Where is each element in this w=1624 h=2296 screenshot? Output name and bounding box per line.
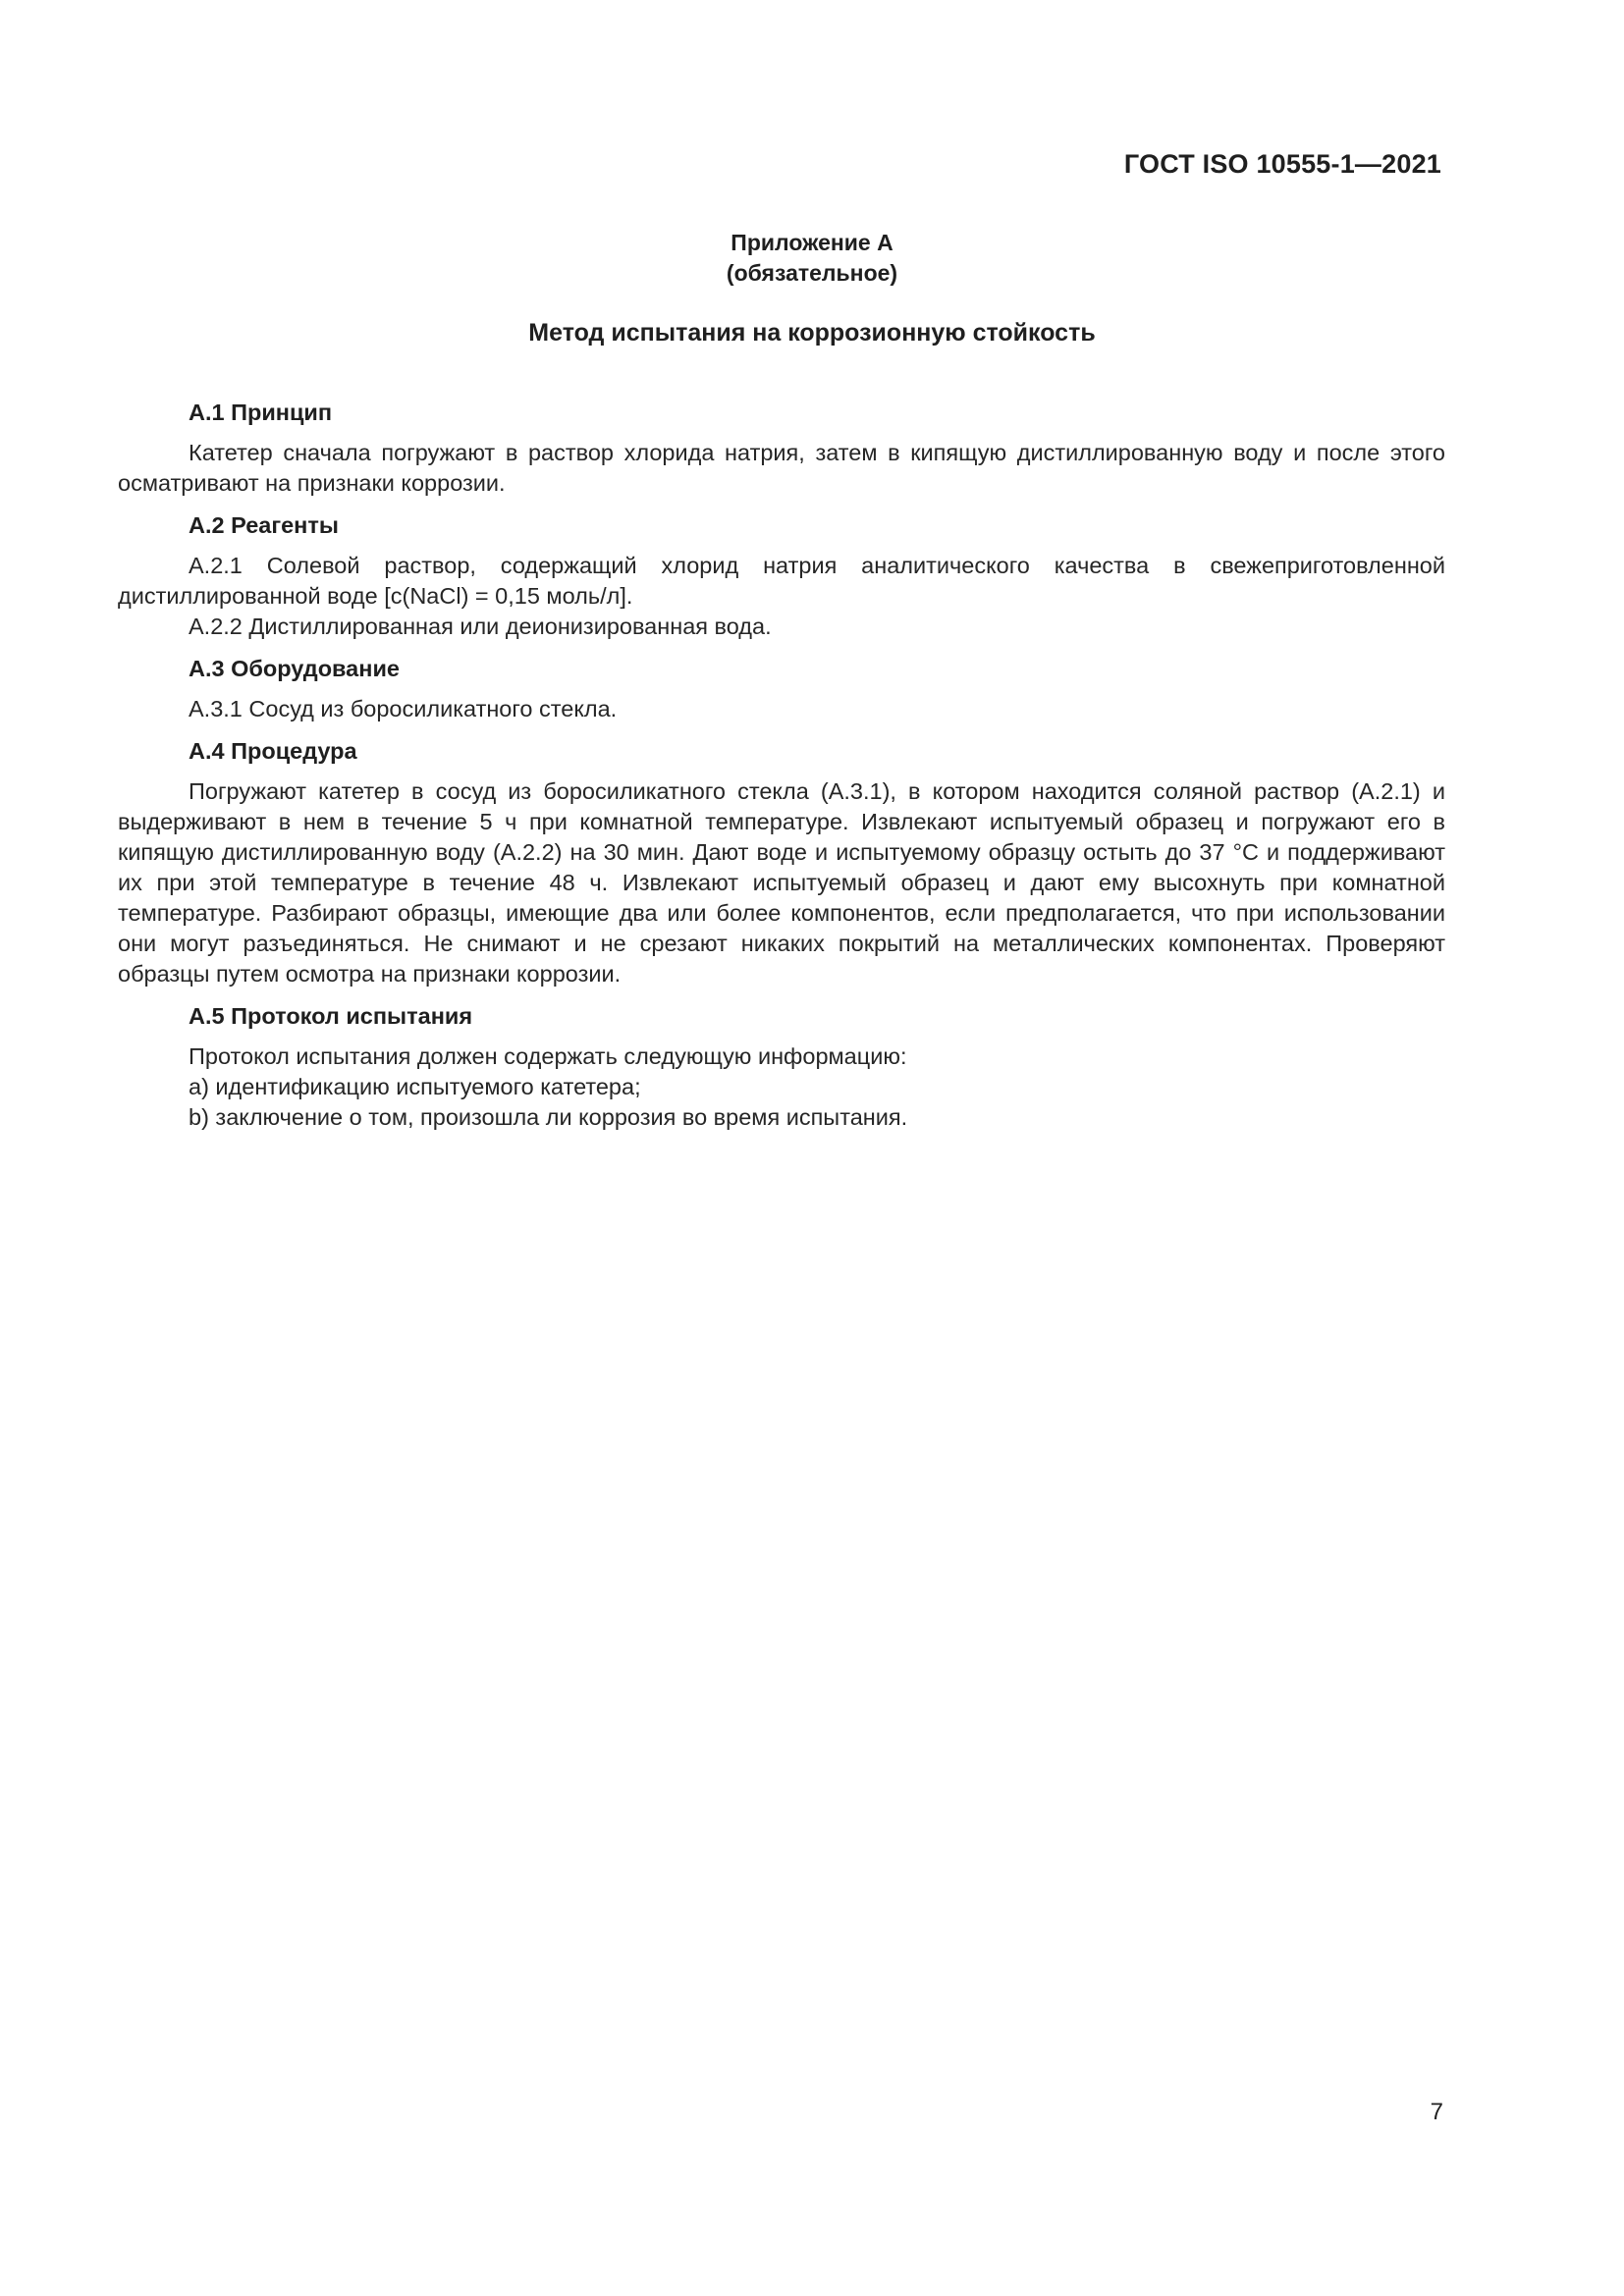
section-a3-item1: А.3.1 Сосуд из боросиликатного стекла.: [189, 696, 618, 721]
document-title: Метод испытания на коррозионную стойкость: [528, 319, 1096, 347]
section-a3-heading: А.3 Оборудование: [189, 656, 400, 681]
section-a2-item2: А.2.2 Дистиллированная или деионизированная вода.: [189, 614, 772, 639]
standard-header: ГОСТ ISO 10555-1—2021: [1123, 149, 1441, 179]
document-body: [118, 398, 1445, 1133]
section-a5-intro: Протокол испытания должен содержать следующую информацию:: [189, 1043, 907, 1069]
annex-status: (обязательное): [726, 260, 898, 286]
annex-title: Приложение А: [731, 230, 893, 255]
annex-heading: [0, 228, 1624, 289]
section-a4-heading: А.4 Процедура: [189, 738, 357, 764]
section-a1-heading: А.1 Принцип: [189, 400, 333, 425]
section-a2-heading: А.2 Реагенты: [189, 512, 339, 538]
section-a5-item-a: a) идентификацию испытуемого катетера;: [189, 1074, 641, 1099]
section-a4-text: Погружают катетер в сосуд из боросиликатного стекла (А.3.1), в котором находится соляной раствор (А.2.1) и выдерживают в нем в течение 5 ч при комнатной температуре. Извлекают испытуемый образец и погружают его в кипящую дистиллированную воду (А.2.2) на 30 мин. Дают воде и испытуемому образцу остыть до 37 °С и поддерживают их при этой температуре в течение 48 ч. Извлекают испытуемый образец и дают ему высохнуть при комнатной температуре. Разбирают образцы, имеющие два или более компонентов, если предполагается, что при использовании они могут разъединяться. Не снимают и не срезают никаких покрытий на металлических компонентах. Проверяют образцы путем осмотра на признаки коррозии.: [118, 778, 1445, 987]
section-a5-heading: А.5 Протокол испытания: [189, 1003, 473, 1029]
section-a1-text: Катетер сначала погружают в раствор хлорида натрия, затем в кипящую дистиллированную воду и после этого осматривают на признаки коррозии.: [118, 440, 1445, 496]
page-number: 7: [1430, 2099, 1443, 2125]
section-a5-item-b: b) заключение о том, произошла ли коррозия во время испытания.: [189, 1104, 908, 1130]
section-a2-item1: А.2.1 Солевой раствор, содержащий хлорид натрия аналитического качества в свежеприготовленной дистиллированной воде [c(NaCl) = 0,15 моль/л].: [118, 553, 1445, 609]
